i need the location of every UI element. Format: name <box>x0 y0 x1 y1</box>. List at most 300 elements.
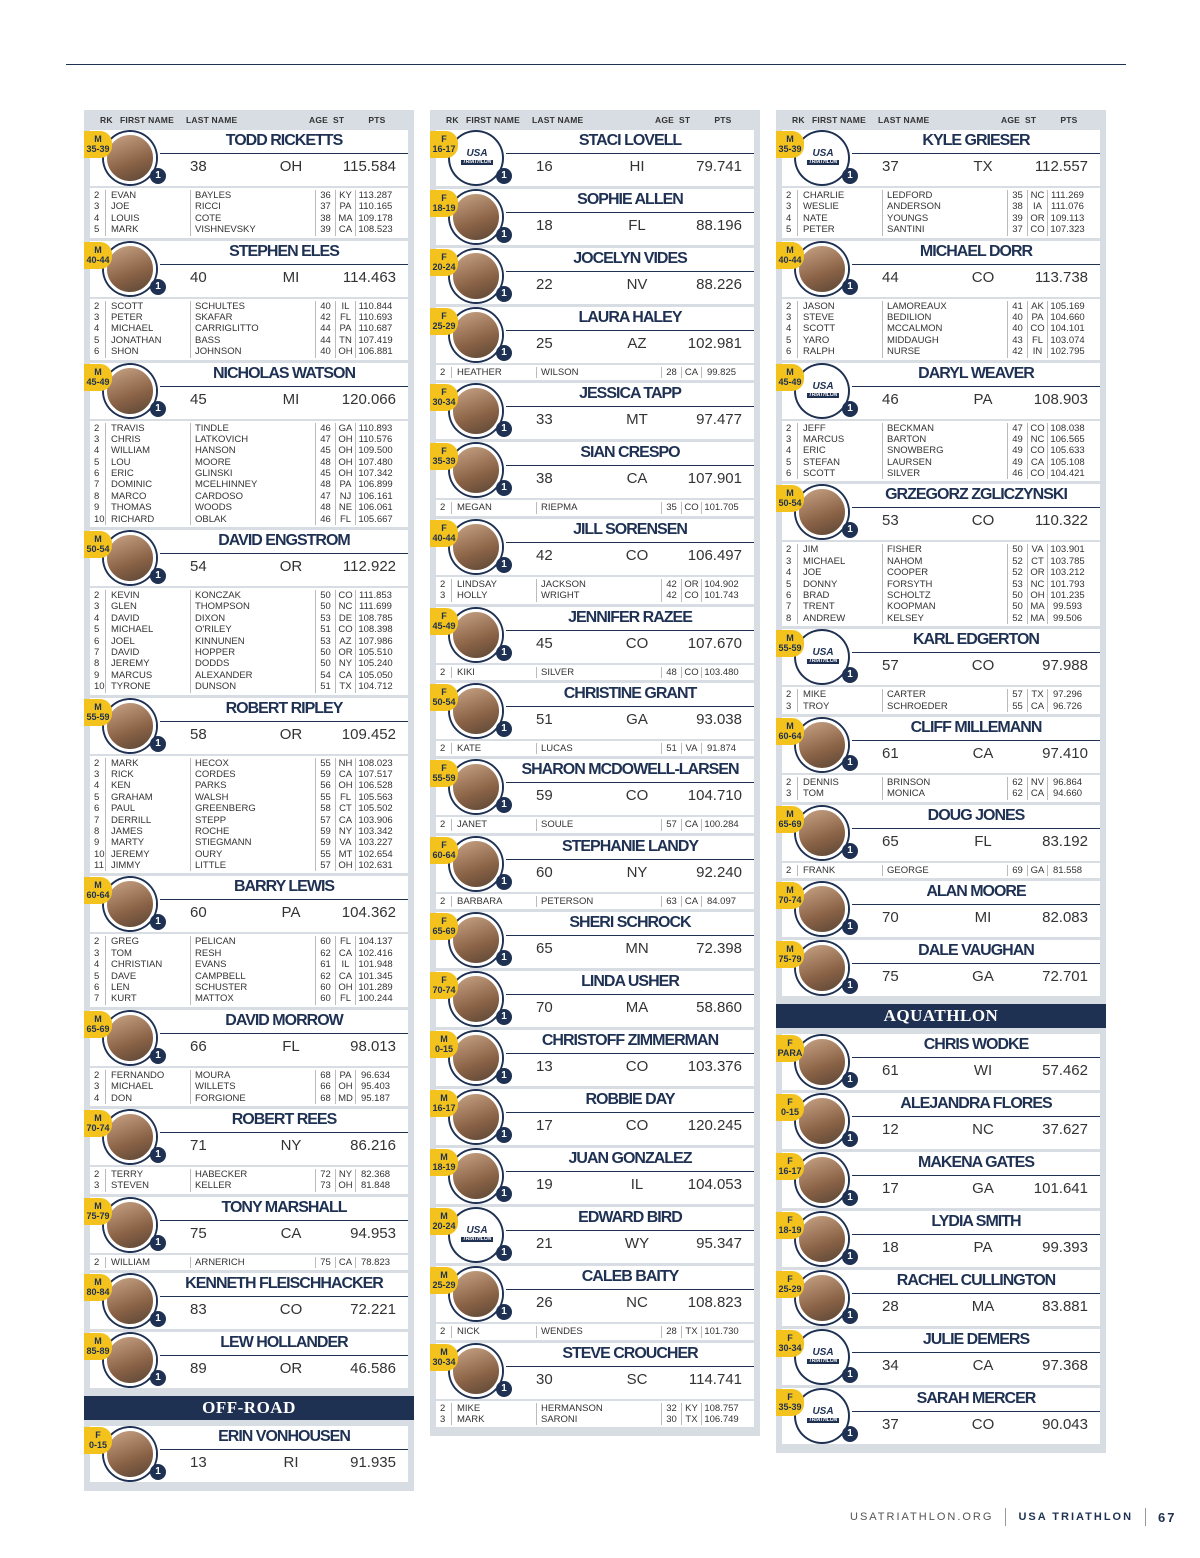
cell-age: 38 <box>315 213 335 224</box>
cell-fn: LEN <box>111 982 130 994</box>
first-place-medal: 1 <box>150 1048 166 1064</box>
badge-gender: M <box>786 944 794 955</box>
cell-pts: 101.235 <box>1047 590 1087 601</box>
cell-st: PA <box>1027 312 1047 323</box>
winner-state: AZ <box>627 335 647 352</box>
table-row <box>782 323 1100 334</box>
table-row <box>90 312 408 323</box>
cell-st: MD <box>335 1093 355 1104</box>
cell-ln: RIEPMA <box>536 502 661 513</box>
age-group-entry <box>86 698 408 874</box>
table-row <box>436 1414 754 1425</box>
winner-name: ALAN MOORE <box>852 883 1100 905</box>
cell-ln: OURY <box>190 849 315 860</box>
winner-age: 46 <box>882 390 899 408</box>
logo-text: USA <box>812 380 834 392</box>
winner-points: 91.935 <box>350 1454 396 1472</box>
badge-gender: F <box>787 1215 793 1226</box>
cell-fn: HEATHER <box>457 367 502 378</box>
cell-age: 48 <box>315 457 335 468</box>
logo-subtext: TRIATHLON <box>462 159 492 165</box>
first-place-medal: 1 <box>496 797 512 813</box>
age-group-badge <box>430 1149 458 1176</box>
age-group-badge <box>776 242 804 269</box>
cell-age: 50 <box>315 647 335 658</box>
table-row <box>90 1081 408 1092</box>
first-place-medal: 1 <box>150 1235 166 1251</box>
table-row <box>90 769 408 780</box>
table-row <box>436 667 754 678</box>
cell-rk: 3 <box>782 434 798 445</box>
winner-points: 83.192 <box>1042 832 1088 850</box>
cell-rk: 7 <box>90 815 106 826</box>
cell-rk: 3 <box>782 201 798 212</box>
cell-pts: 81.558 <box>1047 865 1087 876</box>
winner-state: CA <box>280 1224 302 1242</box>
cell-rk: 6 <box>782 468 798 479</box>
age-group-badge <box>84 131 112 158</box>
table-row <box>90 647 408 658</box>
badge-group: 50-54 <box>86 544 110 555</box>
cell-ln: SCHOLTZ <box>882 590 1007 601</box>
cell-st: CA <box>1027 701 1047 712</box>
cell-pts: 107.342 <box>355 468 395 479</box>
cell-pts: 111.076 <box>1047 201 1087 212</box>
winner-row <box>86 1197 408 1253</box>
age-group-badge <box>430 760 458 787</box>
badge-group: 60-64 <box>778 730 802 741</box>
cell-rk: 2 <box>782 777 798 788</box>
cell-pts: 111.269 <box>1047 190 1087 201</box>
first-place-medal: 1 <box>150 401 166 417</box>
table-row <box>90 971 408 982</box>
winner-row <box>86 130 408 186</box>
table-row <box>436 367 754 378</box>
cell-pts: 108.785 <box>355 613 395 624</box>
cell-pts: 109.500 <box>355 445 395 456</box>
cell-age: 62 <box>315 971 335 982</box>
winner-state: PA <box>973 1239 993 1257</box>
table-row <box>90 613 408 624</box>
header-rk: RK <box>100 115 113 125</box>
winner-points: 107.670 <box>687 634 742 652</box>
cell-fn: SCOTT <box>111 300 144 312</box>
cell-pts: 106.061 <box>355 502 395 513</box>
cell-ln: CORDES <box>190 769 315 780</box>
winner-row <box>86 1273 408 1329</box>
winner-row <box>432 971 754 1027</box>
cell-st: GA <box>1027 865 1047 876</box>
cell-rk: 2 <box>436 579 452 590</box>
winner-row <box>778 940 1100 996</box>
table-row <box>90 860 408 871</box>
cell-ln: KONCZAK <box>190 590 315 601</box>
placings-table <box>436 363 754 380</box>
winner-age: 70 <box>536 999 553 1017</box>
winner-points: 90.043 <box>1042 1416 1088 1434</box>
header-rk: RK <box>446 115 459 125</box>
cell-st: OH <box>335 1180 355 1191</box>
table-row <box>782 788 1100 799</box>
winner-age: 30 <box>536 1370 553 1388</box>
cell-age: 59 <box>315 826 335 837</box>
cell-ln: O'RILEY <box>190 624 315 635</box>
winner-points: 101.641 <box>1033 1180 1088 1198</box>
age-group-entry <box>86 530 408 695</box>
cell-age: 38 <box>1007 201 1027 212</box>
cell-age: 53 <box>315 613 335 624</box>
cell-age: 40 <box>1007 312 1027 323</box>
badge-group: 55-59 <box>778 643 802 654</box>
cell-rk: 4 <box>782 213 798 224</box>
placings-table <box>782 540 1100 626</box>
table-row <box>90 758 408 769</box>
winner-row <box>778 363 1100 419</box>
winner-state: WY <box>624 1235 650 1253</box>
winner-row <box>778 717 1100 773</box>
cell-ln: WILSON <box>536 367 661 378</box>
age-group-entry <box>778 629 1100 714</box>
cell-st: OH <box>335 860 355 871</box>
age-group-badge <box>430 190 458 217</box>
cell-age: 57 <box>661 819 681 830</box>
cell-fn: SCOTT <box>803 468 836 480</box>
cell-age: 43 <box>1007 335 1027 346</box>
first-place-medal: 1 <box>842 168 858 184</box>
cell-fn: TROY <box>803 700 830 712</box>
cell-rk: 2 <box>90 936 106 947</box>
cell-pts: 103.212 <box>1047 567 1087 578</box>
age-group-badge <box>430 837 458 864</box>
winner-age: 61 <box>882 1062 899 1080</box>
badge-gender: M <box>440 1211 448 1222</box>
winner-row <box>778 130 1100 186</box>
cell-age: 48 <box>315 502 335 513</box>
badge-gender: M <box>440 1346 448 1357</box>
cell-fn: JASON <box>803 300 835 312</box>
table-row <box>90 780 408 791</box>
cell-fn: MARK <box>457 1413 485 1425</box>
age-group-entry <box>432 912 754 968</box>
cell-fn: LINDSAY <box>457 578 497 590</box>
cell-rk: 4 <box>782 445 798 456</box>
cell-st: CA <box>1027 788 1047 799</box>
winner-state: WI <box>973 1062 993 1080</box>
cell-st: NC <box>1027 190 1047 201</box>
winner-state: FL <box>974 832 992 850</box>
cell-ln: JOHNSON <box>190 346 315 357</box>
age-group-entry <box>86 130 408 238</box>
age-group-badge <box>430 1090 458 1117</box>
placings-table <box>782 419 1100 482</box>
cell-ln: FORGIONE <box>190 1093 315 1104</box>
winner-age: 83 <box>190 1301 207 1319</box>
winner-row <box>432 130 754 186</box>
cell-fn: RALPH <box>803 346 835 358</box>
cell-st: IL <box>335 301 355 312</box>
cell-ln: CARRIGLITTO <box>190 323 315 334</box>
header-pts: PTS <box>368 115 386 125</box>
cell-st: NC <box>1027 579 1047 590</box>
cell-rk: 10 <box>90 514 106 525</box>
table-row <box>782 613 1100 624</box>
cell-rk: 3 <box>90 201 106 212</box>
placings-table <box>90 186 408 238</box>
winner-state: NY <box>280 1136 302 1154</box>
table-row <box>90 1169 408 1180</box>
age-group-badge <box>776 1094 804 1121</box>
cell-age: 47 <box>315 491 335 502</box>
cell-rk: 5 <box>90 224 106 235</box>
cell-pts: 103.901 <box>1047 544 1087 555</box>
cell-age: 52 <box>1007 556 1027 567</box>
badge-group: 16-17 <box>432 144 456 154</box>
cell-age: 48 <box>315 479 335 490</box>
badge-gender: M <box>786 366 794 377</box>
badge-group: 45-49 <box>432 620 456 631</box>
cell-age: 52 <box>1007 567 1027 578</box>
winner-name: MICHAEL DORR <box>852 243 1100 265</box>
cell-age: 53 <box>1007 579 1027 590</box>
winner-row <box>432 442 754 498</box>
table-row <box>782 468 1100 479</box>
winner-age: 37 <box>882 158 899 175</box>
first-place-medal: 1 <box>842 978 858 994</box>
winner-age: 60 <box>190 904 207 922</box>
cell-fn: JIMMY <box>111 860 141 872</box>
cell-st: PA <box>335 323 355 334</box>
cell-fn: PAUL <box>111 803 136 815</box>
header-age: AGE <box>309 115 329 125</box>
cell-age: 57 <box>315 815 335 826</box>
cell-pts: 101.345 <box>355 971 395 982</box>
table-row <box>436 819 754 830</box>
cell-ln: ALEXANDER <box>190 670 315 681</box>
winner-age: 44 <box>882 268 899 286</box>
cell-pts: 106.565 <box>1047 434 1087 445</box>
winner-age: 45 <box>190 390 207 408</box>
first-place-medal: 1 <box>496 1381 512 1397</box>
cell-fn: STEVE <box>803 311 835 323</box>
cell-pts: 96.634 <box>355 1070 395 1081</box>
winner-row <box>86 876 408 932</box>
cell-age: 49 <box>1007 445 1027 456</box>
age-group-entry <box>778 940 1100 996</box>
table-row <box>436 1403 754 1414</box>
cell-pts: 104.712 <box>355 681 395 692</box>
cell-fn: WESLIE <box>803 201 839 213</box>
age-group-entry <box>778 130 1100 238</box>
cell-pts: 110.687 <box>355 323 395 334</box>
cell-age: 57 <box>1007 689 1027 700</box>
cell-st: OH <box>335 434 355 445</box>
winner-name: ALEJANDRA FLORES <box>852 1095 1100 1117</box>
cell-st: OH <box>335 780 355 791</box>
age-group-badge <box>430 972 458 999</box>
winner-name: STEPHEN ELES <box>160 243 408 265</box>
cell-st: CO <box>1027 445 1047 456</box>
cell-pts: 103.342 <box>355 826 395 837</box>
cell-rk: 6 <box>90 636 106 647</box>
cell-rk: 3 <box>782 701 798 712</box>
winner-name: LAURA HALEY <box>506 309 754 331</box>
winner-points: 115.584 <box>342 158 396 175</box>
header-age: AGE <box>655 115 675 125</box>
winner-name: STEPHANIE LANDY <box>506 838 754 860</box>
winner-state: OH <box>279 158 303 175</box>
cell-age: 72 <box>315 1169 335 1180</box>
cell-st: KY <box>335 190 355 201</box>
cell-rk: 9 <box>90 670 106 681</box>
cell-pts: 101.289 <box>355 982 395 993</box>
cell-st: OH <box>335 982 355 993</box>
winner-name: DARYL WEAVER <box>852 365 1100 387</box>
winner-name: LEW HOLLANDER <box>160 1334 408 1356</box>
winner-name: JESSICA TAPP <box>506 385 754 407</box>
winner-row <box>86 241 408 297</box>
badge-gender: F <box>787 1274 793 1285</box>
cell-ln: BASS <box>190 335 315 346</box>
winner-points: 57.462 <box>1042 1062 1088 1080</box>
placings-table <box>90 932 408 1006</box>
winner-name: ERIN VONHOUSEN <box>160 1428 408 1450</box>
age-group-entry <box>86 363 408 528</box>
cell-age: 37 <box>315 201 335 212</box>
cell-fn: PETER <box>111 311 143 323</box>
age-group-entry <box>432 836 754 909</box>
cell-age: 50 <box>1007 590 1027 601</box>
winner-age: 18 <box>536 217 553 234</box>
cell-age: 28 <box>661 367 681 378</box>
cell-pts: 102.631 <box>355 860 395 871</box>
logo-mark <box>807 1348 839 1368</box>
badge-group: 0-15 <box>780 1107 799 1118</box>
badge-gender: F <box>441 839 447 850</box>
badge-group: 50-54 <box>432 696 456 707</box>
badge-group: 75-79 <box>778 954 802 965</box>
winner-age: 13 <box>536 1058 553 1076</box>
winner-name: STEVE CROUCHER <box>506 1345 754 1367</box>
cell-rk: 2 <box>782 865 798 876</box>
cell-fn: THOMAS <box>111 502 152 514</box>
cell-st: AK <box>1027 301 1047 312</box>
winner-name: ROBERT REES <box>160 1111 408 1133</box>
cell-age: 30 <box>661 1414 681 1425</box>
winner-name: DAVID ENGSTROM <box>160 532 408 554</box>
winner-points: 114.741 <box>688 1370 742 1388</box>
winner-row <box>432 912 754 968</box>
header-pts: PTS <box>1060 115 1078 125</box>
cell-ln: ARNERICH <box>190 1257 315 1268</box>
first-place-medal: 1 <box>150 914 166 930</box>
cell-fn: GREG <box>111 936 139 948</box>
cell-fn: ERIC <box>111 468 134 480</box>
age-group-badge <box>776 882 804 909</box>
cell-age: 28 <box>661 1326 681 1337</box>
badge-group: 16-17 <box>432 1103 456 1114</box>
first-place-medal: 1 <box>496 1127 512 1143</box>
cell-pts: 104.421 <box>1047 468 1087 479</box>
winner-points: 58.860 <box>696 999 742 1017</box>
cell-st: TN <box>335 335 355 346</box>
cell-rk: 6 <box>90 982 106 993</box>
table-row <box>90 959 408 970</box>
cell-rk: 2 <box>436 819 452 830</box>
table-row <box>782 445 1100 456</box>
cell-st: TX <box>335 681 355 692</box>
cell-pts: 97.296 <box>1047 689 1087 700</box>
cell-st: IA <box>1027 201 1047 212</box>
badge-gender: F <box>441 686 447 697</box>
winner-row <box>778 881 1100 937</box>
winner-row <box>432 1207 754 1263</box>
cell-pts: 110.576 <box>355 434 395 445</box>
cell-pts: 99.506 <box>1047 613 1087 624</box>
cell-fn: MIKE <box>457 1402 481 1414</box>
cell-fn: CHRISTIAN <box>111 959 163 971</box>
age-group-entry <box>436 1030 754 1086</box>
winner-row <box>86 1010 408 1066</box>
cell-fn: MARK <box>111 757 139 769</box>
winner-state: MA <box>625 999 649 1017</box>
winner-row <box>778 1270 1100 1326</box>
cell-ln: SNOWBERG <box>882 445 1007 456</box>
winner-state: FL <box>282 1037 300 1055</box>
cell-age: 51 <box>315 681 335 692</box>
cell-ln: SCHROEDER <box>882 701 1007 712</box>
cell-pts: 104.902 <box>701 579 741 590</box>
cell-ln: YOUNGS <box>882 213 1007 224</box>
winner-row <box>432 683 754 739</box>
placings-table <box>436 663 754 680</box>
first-place-medal: 1 <box>842 843 858 859</box>
badge-gender: F <box>441 763 447 774</box>
footer-site[interactable]: USATRIATHLON.ORG <box>850 1511 994 1523</box>
badge-group: 0-15 <box>434 1044 453 1055</box>
results-column <box>776 110 1106 1453</box>
winner-state: IL <box>630 1176 644 1194</box>
cell-age: 60 <box>315 993 335 1004</box>
winner-points: 92.240 <box>696 863 742 881</box>
cell-rk: 2 <box>782 301 798 312</box>
cell-fn: GRAHAM <box>111 791 153 803</box>
winner-points: 108.823 <box>687 1294 742 1312</box>
cell-st: CA <box>681 896 701 907</box>
cell-ln: SARONI <box>536 1414 661 1425</box>
cell-ln: CARDOSO <box>190 491 315 502</box>
first-place-medal: 1 <box>150 1311 166 1327</box>
winner-row <box>432 836 754 892</box>
placings-table <box>782 685 1100 714</box>
cell-pts: 109.113 <box>1047 213 1087 224</box>
logo-text: USA <box>812 1347 834 1359</box>
table-row <box>782 190 1100 201</box>
table-row <box>782 701 1100 712</box>
table-row <box>90 624 408 635</box>
table-row <box>782 590 1100 601</box>
winner-age: 51 <box>536 710 553 728</box>
age-group-entry <box>777 1034 1100 1090</box>
winner-name: ROBBIE DAY <box>506 1091 754 1113</box>
badge-group: 40-44 <box>86 254 110 265</box>
cell-ln: WOODS <box>190 502 315 513</box>
header-st: ST <box>679 115 691 125</box>
winner-row <box>432 1266 754 1322</box>
cell-st: NC <box>335 601 355 612</box>
header-last: LAST NAME <box>186 115 238 125</box>
winner-state: NY <box>626 863 648 881</box>
winner-name: SHERI SCHROCK <box>506 914 754 936</box>
